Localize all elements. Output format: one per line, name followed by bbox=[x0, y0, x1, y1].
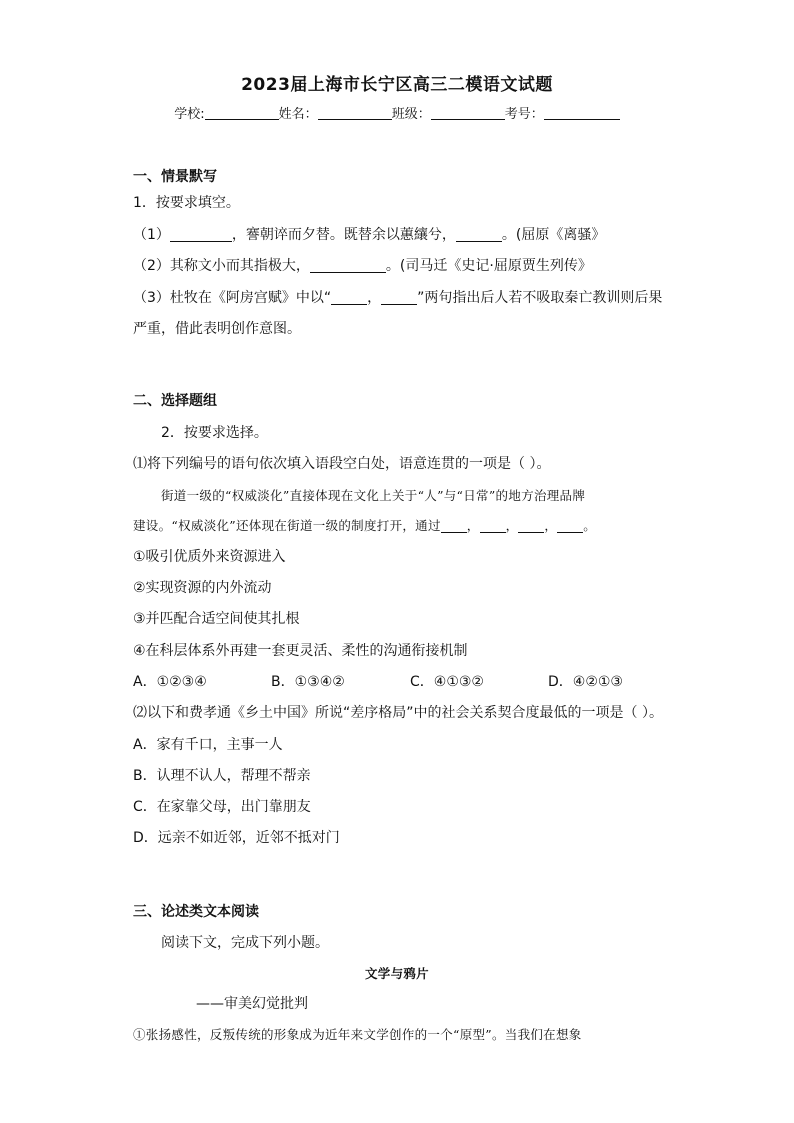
name-label: 姓名： bbox=[278, 107, 318, 122]
class-label: 班级： bbox=[391, 107, 431, 122]
answer-blank[interactable] bbox=[170, 227, 232, 242]
choice-c[interactable]: C．在家靠父母，出门靠朋友 bbox=[133, 799, 311, 815]
section-1-heading: 一、情景默写 bbox=[133, 169, 217, 185]
answer-blank[interactable] bbox=[456, 227, 502, 242]
q2-passage-line-1: 街道一级的“权威淡化”直接体现在文化上关于“人”与“日常”的地方治理品牌 bbox=[161, 488, 586, 503]
answer-blank[interactable] bbox=[480, 518, 506, 533]
option-1: ①吸引优质外来资源进入 bbox=[133, 549, 286, 565]
option-3: ③并匹配合适空间使其扎根 bbox=[133, 611, 300, 627]
q1-line-1: （1） ，謇朝谇而夕替。既替余以蕙纕兮， 。(屈原《离骚》 bbox=[133, 227, 606, 243]
q2-passage-line-2: 建设。“权威淡化”还体现在街道一级的制度打开，通过 ， ， ， 。 bbox=[133, 518, 597, 533]
answer-blank[interactable] bbox=[518, 518, 544, 533]
section-3-heading: 三、论述类文本阅读 bbox=[133, 904, 259, 920]
answer-blank[interactable] bbox=[557, 518, 583, 533]
answer-blank[interactable] bbox=[310, 258, 386, 273]
choice-d[interactable]: D．远亲不如近邻，近邻不抵对门 bbox=[133, 830, 340, 846]
school-label: 学校: bbox=[174, 107, 205, 122]
choice-c[interactable]: C．④①③② bbox=[410, 674, 484, 690]
name-blank[interactable] bbox=[318, 106, 392, 120]
option-2: ②实现资源的内外流动 bbox=[133, 580, 272, 596]
page-title: 2023届上海市长宁区高三二模语文试题 bbox=[241, 75, 553, 95]
student-info-line bbox=[0, 103, 794, 122]
number-label: 考号： bbox=[504, 107, 544, 122]
answer-blank[interactable] bbox=[331, 290, 367, 305]
option-4: ④在科层体系外再建一套更灵活、柔性的沟通衔接机制 bbox=[133, 643, 468, 659]
choice-b[interactable]: B．①③④② bbox=[271, 674, 345, 690]
q1-line-2: （2）其称文小而其指极大， 。(司马迁《史记·屈原贾生列传》 bbox=[133, 258, 592, 274]
school-blank[interactable] bbox=[205, 106, 279, 120]
article-title: 文学与鸦片 bbox=[364, 966, 429, 981]
q2-sub-1: ⑴将下列编号的语句依次填入语段空白处，语意连贯的一项是（ ）。 bbox=[133, 456, 551, 472]
q1-line-3-cont: 严重，借此表明创作意图。 bbox=[133, 321, 301, 337]
q2-sub-2: ⑵以下和费孝通《乡土中国》所说“差序格局”中的社会关系契合度最低的一项是（ ）。 bbox=[133, 705, 663, 721]
section-2-heading: 二、选择题组 bbox=[133, 393, 217, 409]
article-paragraph-1: ①张扬感性，反叛传统的形象成为近年来文学创作的一个“原型”。当我们在想象 bbox=[133, 1027, 582, 1042]
choice-b[interactable]: B．认理不认人，帮理不帮亲 bbox=[133, 768, 311, 784]
class-blank[interactable] bbox=[431, 106, 505, 120]
article-subtitle: ——审美幻觉批判 bbox=[196, 996, 308, 1012]
number-blank[interactable] bbox=[544, 106, 620, 120]
choice-d[interactable]: D．④②①③ bbox=[548, 674, 623, 690]
choice-a[interactable]: A．①②③④ bbox=[133, 674, 207, 690]
reading-intro: 阅读下文，完成下列小题。 bbox=[161, 935, 329, 951]
answer-blank[interactable] bbox=[441, 518, 467, 533]
q1-line-3: （3）杜牧在《阿房宫赋》中以“ ， ”两句指出后人若不吸取秦亡教训则后果 bbox=[133, 290, 663, 306]
question-1: 1．按要求填空。 bbox=[133, 195, 240, 211]
choice-a[interactable]: A．家有千口，主事一人 bbox=[133, 737, 283, 753]
answer-blank[interactable] bbox=[381, 290, 417, 305]
question-2: 2．按要求选择。 bbox=[161, 425, 268, 441]
